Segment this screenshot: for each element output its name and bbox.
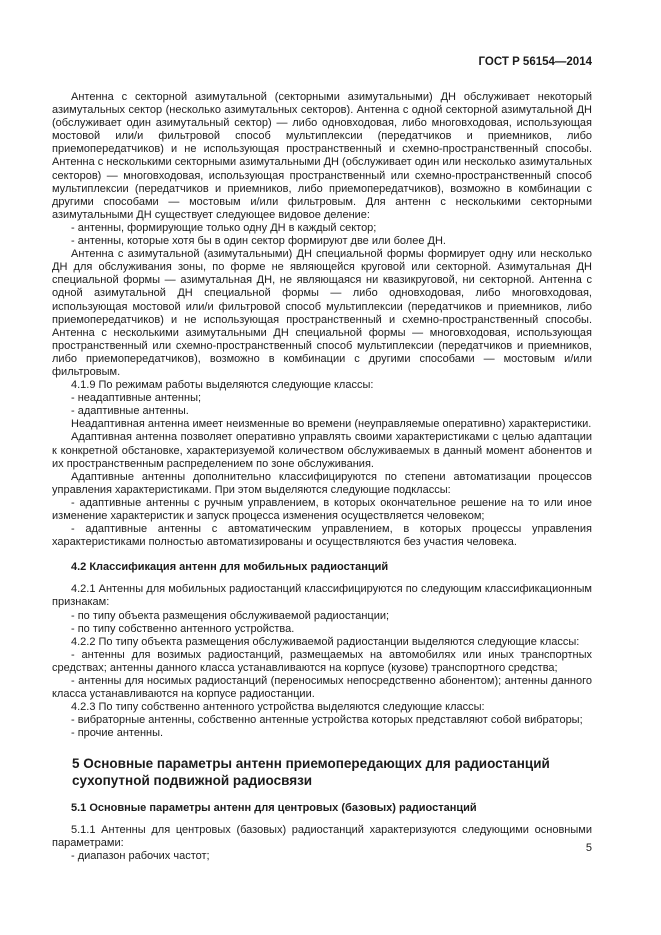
list-item: - антенны, которые хотя бы в один сектор формируют две или более ДН. bbox=[71, 235, 446, 248]
paragraph: 4.2.2 По типу объекта размещения обслуживаемой радиостанции выделяются следующие классы: bbox=[71, 635, 580, 648]
standard-number-header: ГОСТ Р 56154—2014 bbox=[478, 56, 592, 68]
list-item: - адаптивные антенны. bbox=[71, 405, 189, 418]
page-number: 5 bbox=[585, 842, 592, 854]
paragraph: 4.1.9 По режимам работы выделяются следующие классы: bbox=[71, 379, 374, 392]
list-item: - вибраторные антенны, собственно антенные устройства которых представляют собой вибраторы; bbox=[71, 714, 583, 727]
paragraph: 4.2.3 По типу собственно антенного устройства выделяются следующие классы: bbox=[71, 701, 485, 714]
paragraph: Антенна с секторной азимутальной (секторными азимутальными) ДН обслуживает некоторый азимутальных сектор (несколько азимутальных секторов). Антенна с одной секторной азимутальной ДН (обслуживает один азимутальный сектор) — либо одновходовая, либо многовходовая, использующая мостовой или/и фильтровой способ мультиплексии (передатчиков и приемников, либо приемопередатчиков) и не использующая пространственный и схемно-пространственный способы. Антенна с несколькими секторными азимутальными ДН (обслуживает один или несколько азимутальных секторов) — многовходовая, использующая пространственный или схемно-пространственный способ мультиплексии (передатчиков и приемников, либо приемопередатчиков), возможно в комбинации с другими способами — мостовым и/или фильтровым. Для антенн с несколькими секторными азимутальными ДН существует следующее видовое деление: bbox=[52, 91, 592, 221]
list-item: - по типу собственно антенного устройства. bbox=[71, 622, 295, 635]
list-item: - адаптивные антенны с автоматическим управлением, в которых процессы управления характеристиками полностью автоматизированы и осуществляются без участия человека. bbox=[52, 523, 592, 549]
paragraph: Антенна с азимутальной (азимутальными) ДН специальной формы формирует одну или несколько ДН для обслуживания зоны, по форме не являющейся круговой или секторной. Азимутальная ДН специальной формы — азимутальная ДН, не являющаяся ни квазикруговой, ни секторной. Антенна с одной азимутальной ДН специальной формы — либо одновходовая, либо многовходовая, использующая мостовой или/и фильтровой способ мультиплексии (передатчиков и приемников, либо приемопередатчиков) и не использующая пространственный и схемно-пространственный способы. Антенна с несколькими азимутальными ДН специальной формы — многовходовая, использующая пространственный или схемно-пространственный способ мультиплексии (передатчиков и приемников, либо приемопередатчиков), возможно в комбинации с другими способами — мостовым и/или фильтровым. bbox=[52, 248, 592, 378]
list-item: - антенны для возимых радиостанций, размещаемых на автомобилях или иных транспортных средствах; антенны данного класса устанавливаются на корпусе (кузове) транспортного средства; bbox=[52, 648, 592, 674]
subheading: 5.1 Основные параметры антенн для центровых (базовых) радиостанций bbox=[71, 801, 477, 814]
text-block bbox=[52, 56, 592, 863]
section-heading: 5 Основные параметры антенн приемопередающих для радиостанций сухопутной подвижной радиосвязи bbox=[72, 755, 550, 788]
list-item: - адаптивные антенны с ручным управлением, в которых окончательное решение на то или иное изменение характеристик и запуск процесса изменения осуществляется человеком; bbox=[52, 496, 592, 522]
subheading: 4.2 Классификация антенн для мобильных радиостанций bbox=[71, 561, 389, 574]
paragraph: Неадаптивная антенна имеет неизменные во времени (неуправляемые оперативно) характеристики. bbox=[71, 418, 592, 431]
paragraph: 4.2.1 Антенны для мобильных радиостанций классифицируются по следующим классификационным признакам: bbox=[52, 583, 592, 609]
list-item: - антенны, формирующие только одну ДН в каждый сектор; bbox=[71, 221, 377, 234]
paragraph: Адаптивная антенна позволяет оперативно управлять своими характеристиками с целью адаптации к конкретной обстановке, характеризуемой количеством обслуживаемых в данный момент абонентов и их пространственным распределением по зоне обслуживания. bbox=[52, 431, 592, 470]
list-item: - антенны для носимых радиостанций (переносимых непосредственно абонентом); антенны данного класса устанавливаются на корпусе радиостанции. bbox=[52, 675, 592, 701]
document-body bbox=[52, 91, 592, 863]
list-item: - диапазон рабочих частот; bbox=[71, 849, 210, 862]
list-item: - прочие антенны. bbox=[71, 727, 164, 740]
paragraph: Адаптивные антенны дополнительно классифицируются по степени автоматизации процессов управления характеристиками. При этом выделяются следующие подклассы: bbox=[52, 470, 592, 496]
list-item: - неадаптивные антенны; bbox=[71, 392, 202, 405]
paragraph: 5.1.1 Антенны для центровых (базовых) радиостанций характеризуются следующими основными параметрами: bbox=[52, 823, 592, 849]
list-item: - по типу объекта размещения обслуживаемой радиостанции; bbox=[71, 609, 390, 622]
